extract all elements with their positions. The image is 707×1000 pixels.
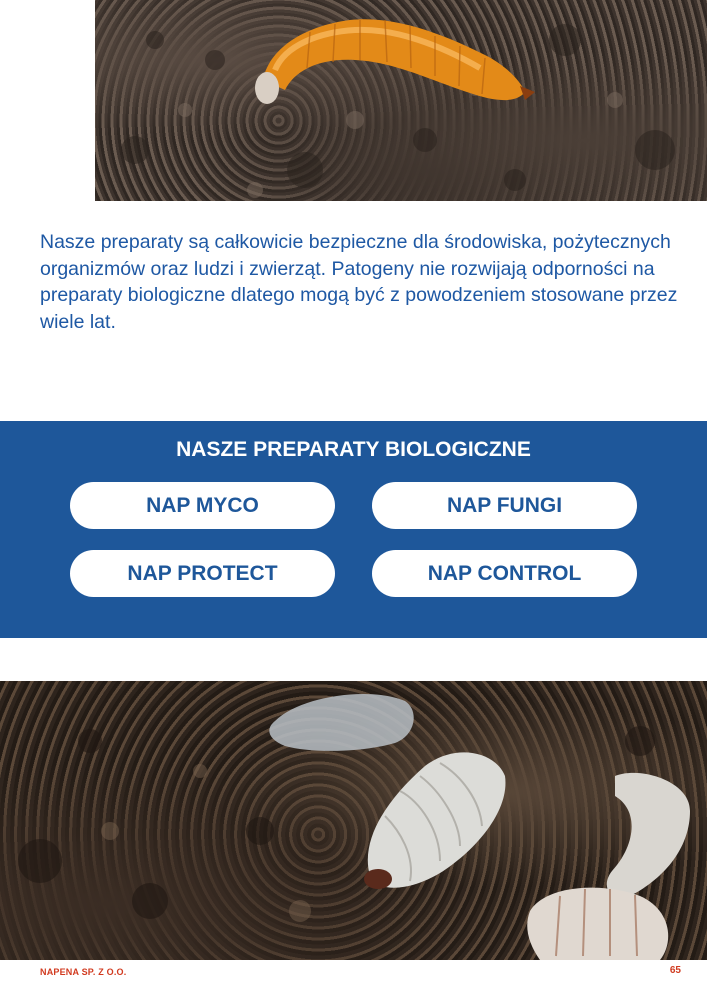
wireworm-photo: [95, 0, 707, 201]
nap-myco-button[interactable]: NAP MYCO: [70, 482, 335, 529]
banner-title: NASZE PREPARATY BIOLOGICZNE: [176, 438, 531, 461]
nap-control-button[interactable]: NAP CONTROL: [372, 550, 637, 597]
page-number: 65: [669, 965, 681, 976]
intro-paragraph: Nasze preparaty są całkowicie bezpieczne dla środowiska, pożytecznych organizmów oraz ludzi i zwierząt. Patogeny nie rozwijają odporności na preparaty biologiczne dlatego mogą być z powodzeniem stosowane przez wiele lat.: [40, 231, 678, 333]
nap-fungi-button[interactable]: NAP FUNGI: [372, 482, 637, 529]
footer-company-name: NAPENA SP. Z O.O.: [40, 967, 127, 977]
grubs-photo: [0, 681, 707, 960]
nap-protect-button[interactable]: NAP PROTECT: [70, 550, 335, 597]
